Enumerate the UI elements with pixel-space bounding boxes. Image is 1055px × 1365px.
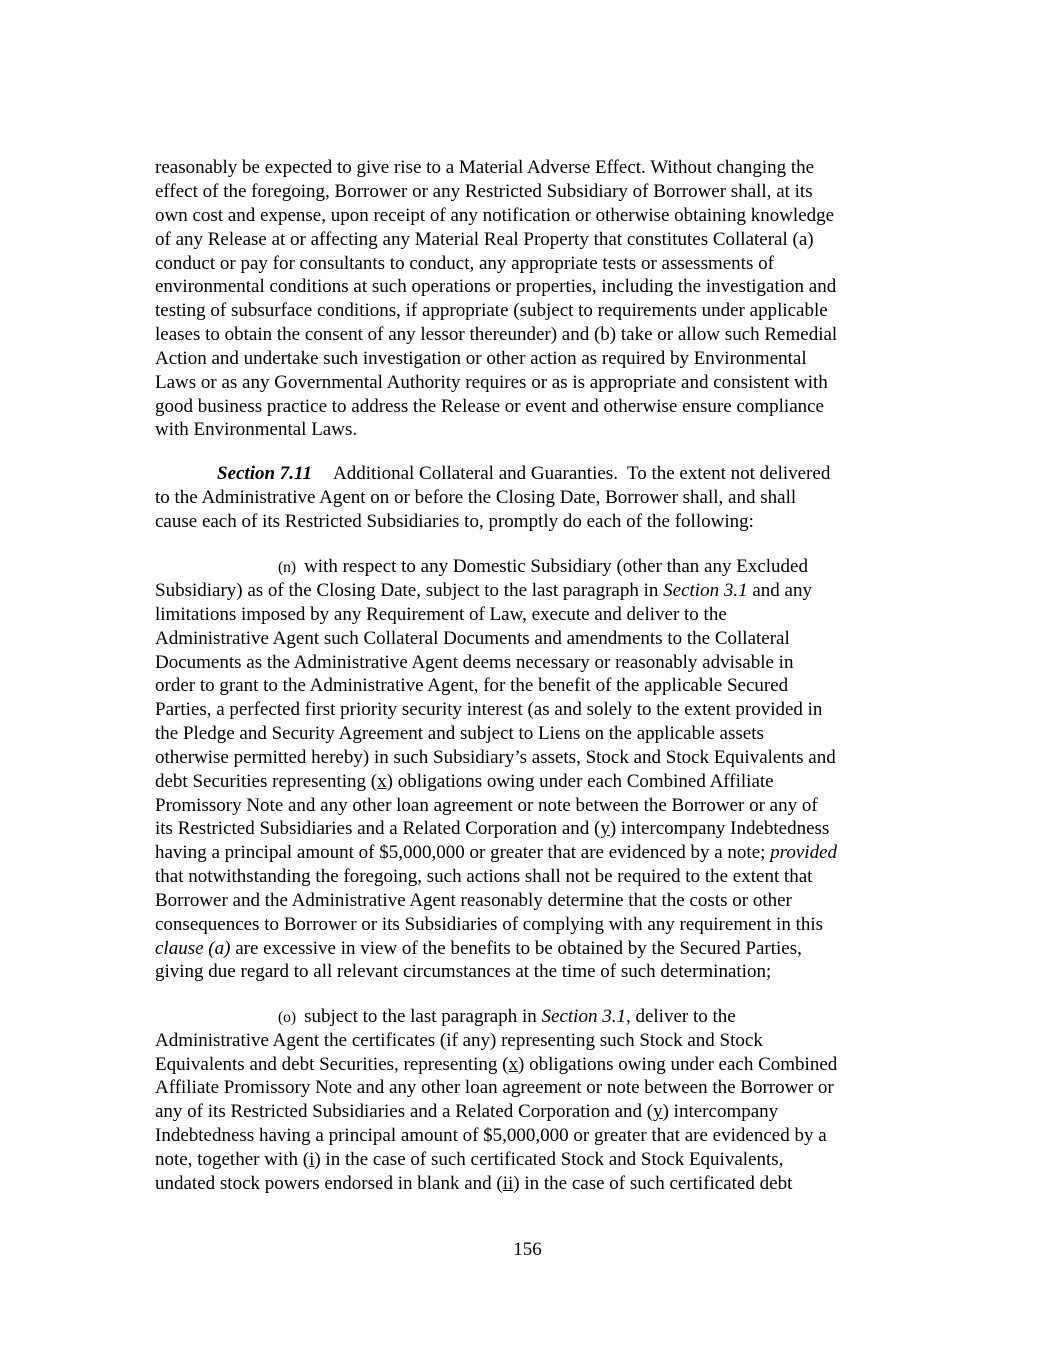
text-line: Administrative Agent such Collateral Documents and amendments to the Collateral (155, 628, 790, 649)
text-segment: ) in the case of such certificated debt (513, 1173, 793, 1194)
page-number: 156 (513, 1239, 542, 1260)
clause-first-line (278, 1005, 736, 1030)
text-line: cause each of its Restricted Subsidiaries to, promptly do each of the following: (155, 511, 754, 532)
section-heading-line (217, 462, 830, 486)
sub-item-marker: y (653, 1101, 663, 1122)
text-segment: subject to the last paragraph in (304, 1006, 542, 1027)
text-line (155, 817, 829, 841)
text-line: that notwithstanding the foregoing, such actions shall not be required to the extent that (155, 866, 813, 887)
text-line (155, 841, 837, 865)
text-line: Documents as the Administrative Agent deems necessary or reasonably advisable in (155, 652, 794, 673)
text-line: own cost and expense, upon receipt of any notification or otherwise obtaining knowledge (155, 205, 835, 226)
section-title: Additional Collateral and Guaranties (333, 463, 614, 484)
clause-reference: clause (a) (155, 938, 231, 959)
text-line: good business practice to address the Release or event and otherwise ensure compliance (155, 396, 824, 417)
sub-item-marker: ii (502, 1173, 514, 1194)
text-line: Affiliate Promissory Note and any other loan agreement or note between the Borrower or (155, 1077, 834, 1098)
text-segment: are excessive in view of the benefits to be obtained by the Secured Parties, (230, 938, 802, 959)
text-line: order to grant to the Administrative Agent, for the benefit of the applicable Secured (155, 675, 789, 696)
text-segment: To the extent not delivered (626, 463, 831, 484)
sub-item-marker: x (377, 771, 387, 792)
text-line: Indebtedness having a principal amount of $5,000,000 or greater that are evidenced by a (155, 1125, 827, 1146)
text-segment: any of its Restricted Subsidiaries and a Related Corporation and ( (155, 1101, 654, 1122)
text-segment: with respect to any Domestic Subsidiary (other than any Excluded (304, 556, 808, 577)
text-segment: and any (747, 580, 812, 601)
text-line (155, 770, 774, 794)
text-segment: ) intercompany (662, 1101, 779, 1122)
text-line: with Environmental Laws. (155, 419, 358, 440)
text-line (155, 579, 812, 603)
text-line (155, 1053, 837, 1077)
text-segment: ) in the case of such certificated Stock and Stock Equivalents, (314, 1149, 784, 1170)
text-segment: its Restricted Subsidiaries and a Related Corporation and ( (155, 818, 601, 839)
text-line (155, 1172, 792, 1196)
text-line: Promissory Note and any other loan agreement or note between the Borrower or any of (155, 795, 818, 816)
text-segment: undated stock powers endorsed in blank and ( (155, 1173, 503, 1194)
text-segment: debt Securities representing ( (155, 771, 378, 792)
sub-item-marker: i (309, 1149, 315, 1170)
clause-marker: (o) (278, 1009, 297, 1026)
clause-first-line (278, 555, 808, 580)
text-segment: ) obligations owing under each Combined Affiliate (386, 771, 774, 792)
section-reference: Section 3.1 (541, 1006, 626, 1027)
text-line: giving due regard to all relevant circumstances at the time of such determination; (155, 961, 772, 982)
text-line: of any Release at or affecting any Material Real Property that constitutes Collateral (a) (155, 229, 814, 250)
text-line (155, 1148, 783, 1172)
sub-item-marker: y (600, 818, 610, 839)
text-line: effect of the foregoing, Borrower or any Restricted Subsidiary of Borrower shall, at its (155, 181, 813, 202)
text-segment: note, together with ( (155, 1149, 310, 1170)
section-reference: Section 3.1 (663, 580, 748, 601)
text-line (155, 1100, 778, 1124)
text-line: Laws or as any Governmental Authority requires or as is appropriate and consistent with (155, 372, 828, 393)
text-segment: ) obligations owing under each Combined (518, 1054, 838, 1075)
text-line: Administrative Agent the certificates (if any) representing such Stock and Stock (155, 1030, 763, 1051)
text-line: testing of subsurface conditions, if appropriate (subject to requirements under applicable (155, 300, 828, 321)
text-line: Parties, a perfected first priority security interest (as and solely to the extent provided in (155, 699, 823, 720)
text-segment: having a principal amount of $5,000,000 or greater that are evidenced by a note; (155, 842, 771, 863)
proviso-term: provided (770, 842, 838, 863)
text-line (155, 937, 802, 961)
text-segment: ) intercompany Indebtedness (609, 818, 830, 839)
text-line: leases to obtain the consent of any lessor thereunder) and (b) take or allow such Remedial (155, 324, 838, 345)
clause-marker: (n) (278, 559, 297, 576)
text-line: environmental conditions at such operations or properties, including the investigation and (155, 276, 837, 297)
text-line: reasonably be expected to give rise to a Material Adverse Effect. Without changing the (155, 157, 815, 178)
section-title-period: . (613, 463, 618, 484)
text-line: Action and undertake such investigation or other action as required by Environmental (155, 348, 807, 369)
text-line: Borrower and the Administrative Agent reasonably determine that the costs or other (155, 890, 792, 911)
text-segment: Subsidiary) as of the Closing Date, subject to the last paragraph in (155, 580, 664, 601)
text-line: otherwise permitted hereby) in such Subsidiary’s assets, Stock and Stock Equivalents and (155, 747, 836, 768)
text-line: to the Administrative Agent on or before the Closing Date, Borrower shall, and shall (155, 487, 797, 508)
sub-item-marker: x (508, 1054, 519, 1075)
text-line: limitations imposed by any Requirement of Law, execute and deliver to the (155, 604, 727, 625)
text-segment: Equivalents and debt Securities, representing ( (155, 1054, 509, 1075)
text-line: consequences to Borrower or its Subsidiaries of complying with any requirement in this (155, 914, 824, 935)
text-segment: , deliver to the (625, 1006, 736, 1027)
text-line: the Pledge and Security Agreement and subject to Liens on the applicable assets (155, 723, 764, 744)
section-number: Section 7.11 (217, 463, 313, 484)
text-line: conduct or pay for consultants to conduct, any appropriate tests or assessments of (155, 253, 774, 274)
